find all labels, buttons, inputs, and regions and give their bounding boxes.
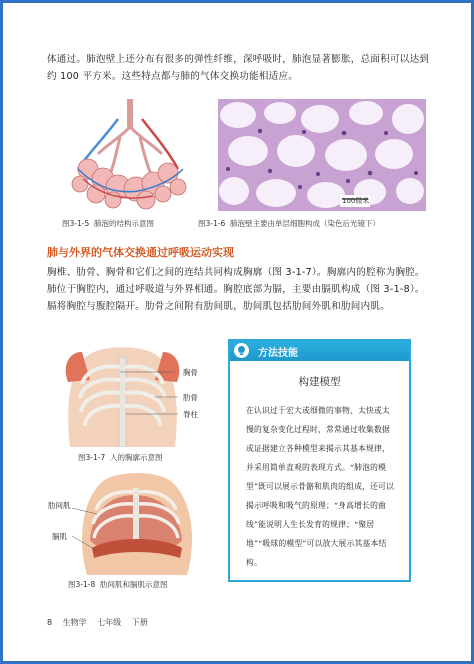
scale-bar-label: 100微米: [342, 197, 370, 205]
alveolar-wall-micrograph: [218, 99, 426, 211]
label-diaphragm: 膈肌: [52, 532, 67, 541]
figure-caption-text: 肺泡壁主要由单层细胞构成（染色后光镜下）: [230, 219, 381, 228]
lightbulb-icon: [234, 343, 249, 358]
figure-caption: [68, 579, 168, 590]
figure-number: 图3-1-5: [62, 219, 90, 228]
figure-caption: [62, 218, 154, 229]
figure-number: 图3-1-6: [198, 219, 226, 228]
method-box-header: [230, 341, 409, 361]
method-skills-box: [228, 339, 411, 582]
intercostal-diaphragm-illustration: [72, 470, 202, 575]
method-box-header-title: 方法技能: [258, 348, 298, 359]
label-sternum: 胸骨: [183, 368, 198, 377]
paragraph-1: 体通过。肺泡壁上还分布有很多的弹性纤维，深呼吸时，肺泡显著膨胀，总面积可以达到约 100 平方米。这些特点都与肺的气体交换功能相适应。: [47, 54, 430, 82]
alveoli-structure-illustration: [58, 99, 203, 211]
method-box-body: 在认识过于宏大或细微的事物、太快或太慢的复杂变化过程时，常常通过收集数据或证据建立各种模型来揭示其基本规律，并采用简单直观的表现方式。“肺泡的模型”既可以展示骨骼和肌肉的组成，还可以揭示呼吸和吸气的原理；“身高增长的曲线”能说明人生长发育的规律；“聚居地”“吸球的模型”可以放大展示其基本结构。: [246, 406, 395, 567]
figure-caption-text: 肺泡的结构示意图: [94, 219, 155, 228]
figure-number: 图3-1-7: [78, 453, 106, 462]
footer-grade: 七年级: [97, 618, 122, 627]
label-spine: 脊柱: [183, 410, 198, 419]
page-footer: [47, 617, 156, 628]
figure-number: 图3-1-8: [68, 580, 96, 589]
figure-caption-text: 肋间肌和膈肌示意图: [100, 580, 168, 589]
figure-caption: [198, 218, 380, 229]
paragraph-2: 胸椎、肋骨、胸骨和它们之间的连结共同构成胸廓（图 3-1-7）。胸廓内的腔称为胸腔。肺位于胸腔内，通过呼吸道与外界相通。胸腔底部为膈，主要由膈肌构成（图 3-1-8）。膈将胸腔与腹腔隔开。肋骨之间附有肋间肌，肋间肌包括肋间外肌和肋间内肌。: [47, 267, 425, 312]
label-rib: 肋骨: [183, 393, 198, 402]
footer-volume: 下册: [131, 618, 148, 627]
method-box-title: 构建模型: [298, 376, 341, 388]
figure-caption-text: 人的胸廓示意图: [110, 453, 163, 462]
page-number: 8: [47, 618, 53, 627]
footer-subject: 生物学: [62, 618, 87, 627]
thorax-illustration: [60, 342, 185, 447]
figure-caption: [78, 452, 163, 463]
section-heading: 肺与外界的气体交换通过呼吸运动实现: [47, 246, 234, 259]
label-intercostal-muscle: 肋间肌: [48, 501, 71, 510]
